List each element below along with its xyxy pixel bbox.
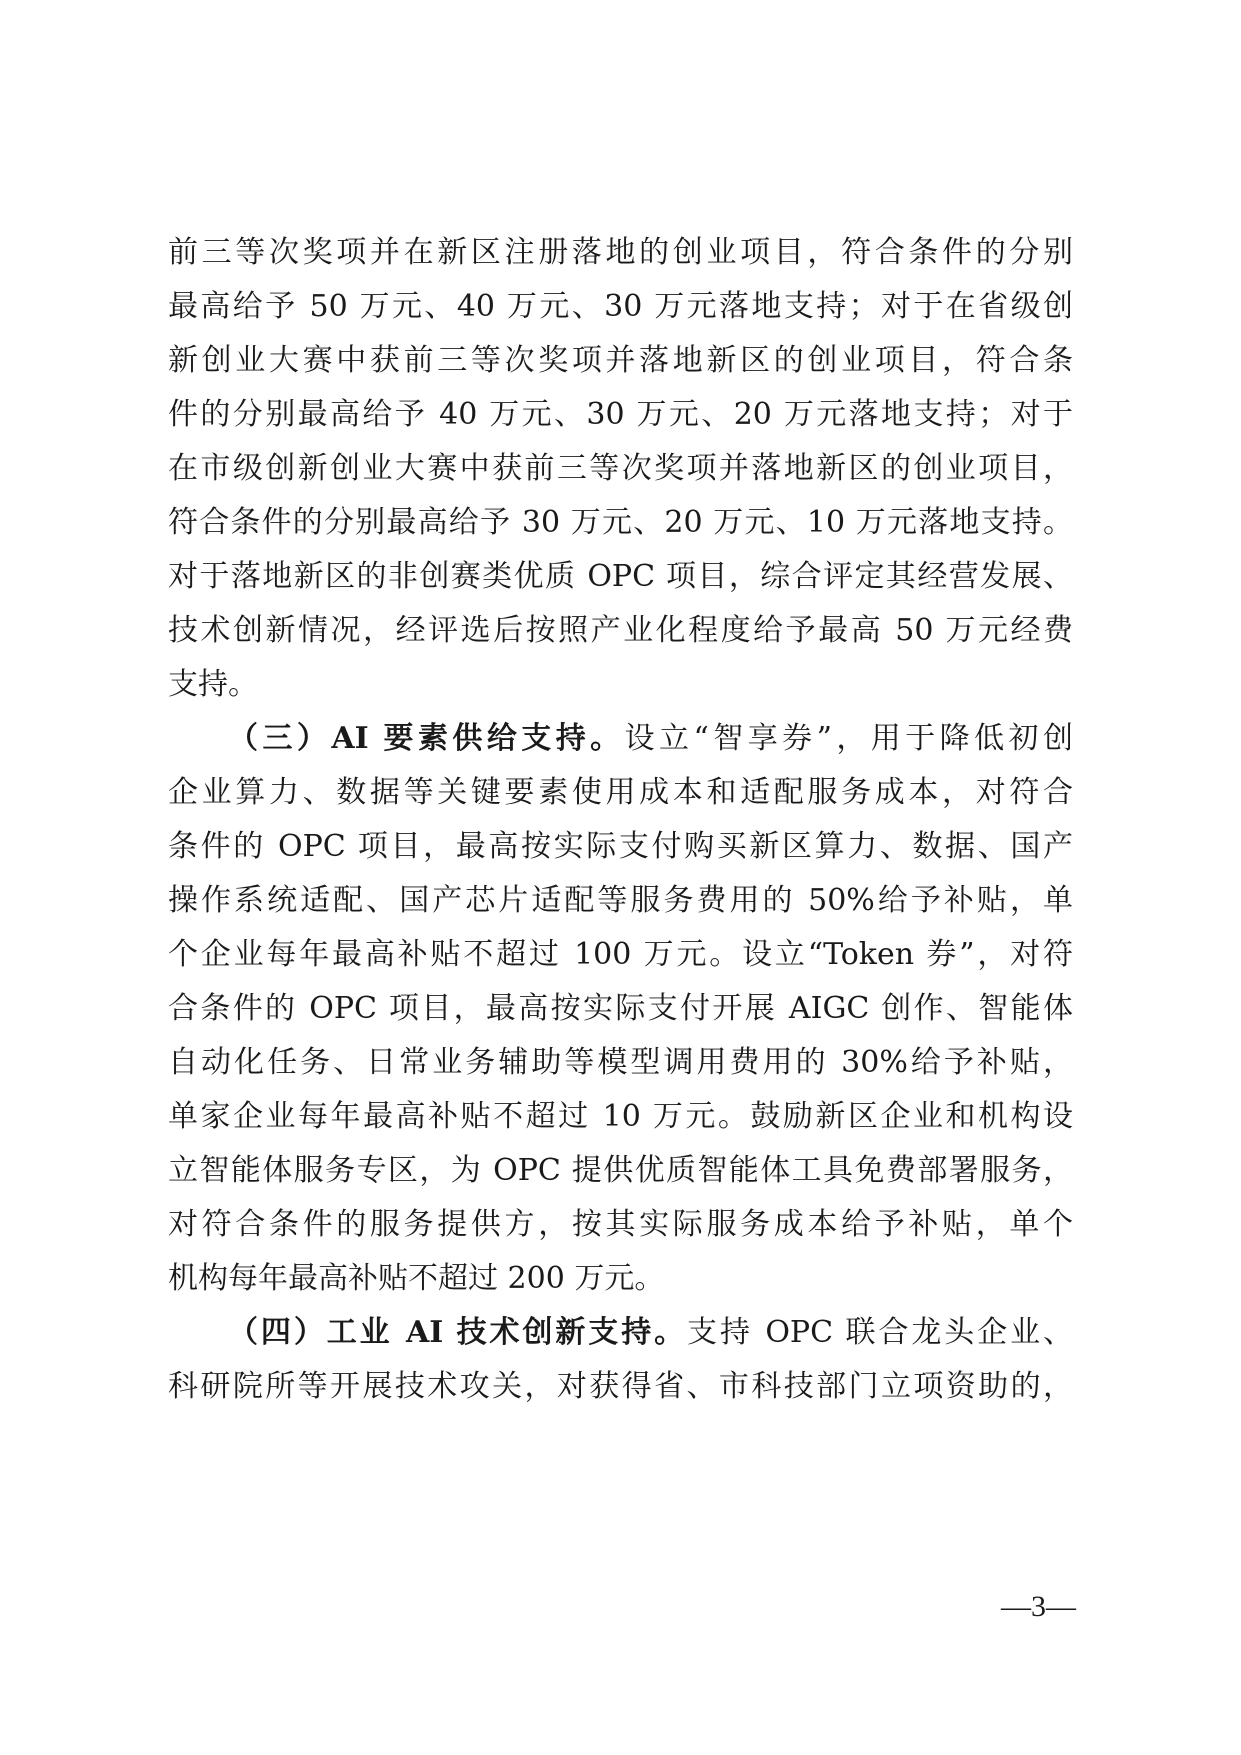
text-line: 立智能体服务专区，为 OPC 提供优质智能体工具免费部署服务， [168,1153,1073,1188]
text-line: 操作系统适配、国产芯片适配等服务费用的 50%给予补贴，单 [168,883,1073,918]
section-heading-4: （四）工业 AI 技术创新支持。 [228,1315,688,1350]
text-line: 对于落地新区的非创赛类优质 OPC 项目，综合评定其经营发展、 [168,559,1073,594]
text-line: 新创业大赛中获前三等次奖项并落地新区的创业项目，符合条 [168,343,1073,378]
text-line: 自动化任务、日常业务辅助等模型调用费用的 30%给予补贴， [168,1045,1073,1080]
section-4-first-line-text: 支持 OPC 联合龙头企业、 [687,1315,1073,1350]
text-line: 件的分别最高给予 40 万元、30 万元、20 万元落地支持；对于 [168,397,1073,432]
document-body [168,226,1073,1414]
text-line: 技术创新情况，经评选后按照产业化程度给予最高 50 万元经费 [168,613,1073,648]
page-number: —3— [1001,1590,1076,1623]
text-line: 合条件的 OPC 项目，最高按实际支付开展 AIGC 创作、智能体 [168,991,1073,1026]
text-line: 机构每年最高补贴不超过 200 万元。 [168,1261,665,1296]
text-line: 单家企业每年最高补贴不超过 10 万元。鼓励新区企业和机构设 [168,1099,1073,1134]
section-3-first-line [168,712,1073,766]
section-heading-3: （三）AI 要素供给支持。 [228,721,625,756]
text-line: 符合条件的分别最高给予 30 万元、20 万元、10 万元落地支持。 [168,505,1073,540]
text-line: 前三等次奖项并在新区注册落地的创业项目，符合条件的分别 [168,235,1073,270]
section-3-first-line-text: 设立“智享券”，用于降低初创 [624,721,1073,756]
text-line: 企业算力、数据等关键要素使用成本和适配服务成本，对符合 [168,775,1073,810]
text-line: 科研院所等开展技术攻关，对获得省、市科技部门立项资助的， [168,1369,1073,1404]
section-4-first-line [168,1306,1073,1360]
text-line: 条件的 OPC 项目，最高按实际支付购买新区算力、数据、国产 [168,829,1073,864]
text-line: 支持。 [168,667,258,702]
text-line: 个企业每年最高补贴不超过 100 万元。设立“Token 券”，对符 [168,937,1073,972]
text-line: 对符合条件的服务提供方，按其实际服务成本给予补贴，单个 [168,1207,1073,1242]
text-line: 在市级创新创业大赛中获前三等次奖项并落地新区的创业项目， [168,451,1073,486]
text-line: 最高给予 50 万元、40 万元、30 万元落地支持；对于在省级创 [168,289,1073,324]
